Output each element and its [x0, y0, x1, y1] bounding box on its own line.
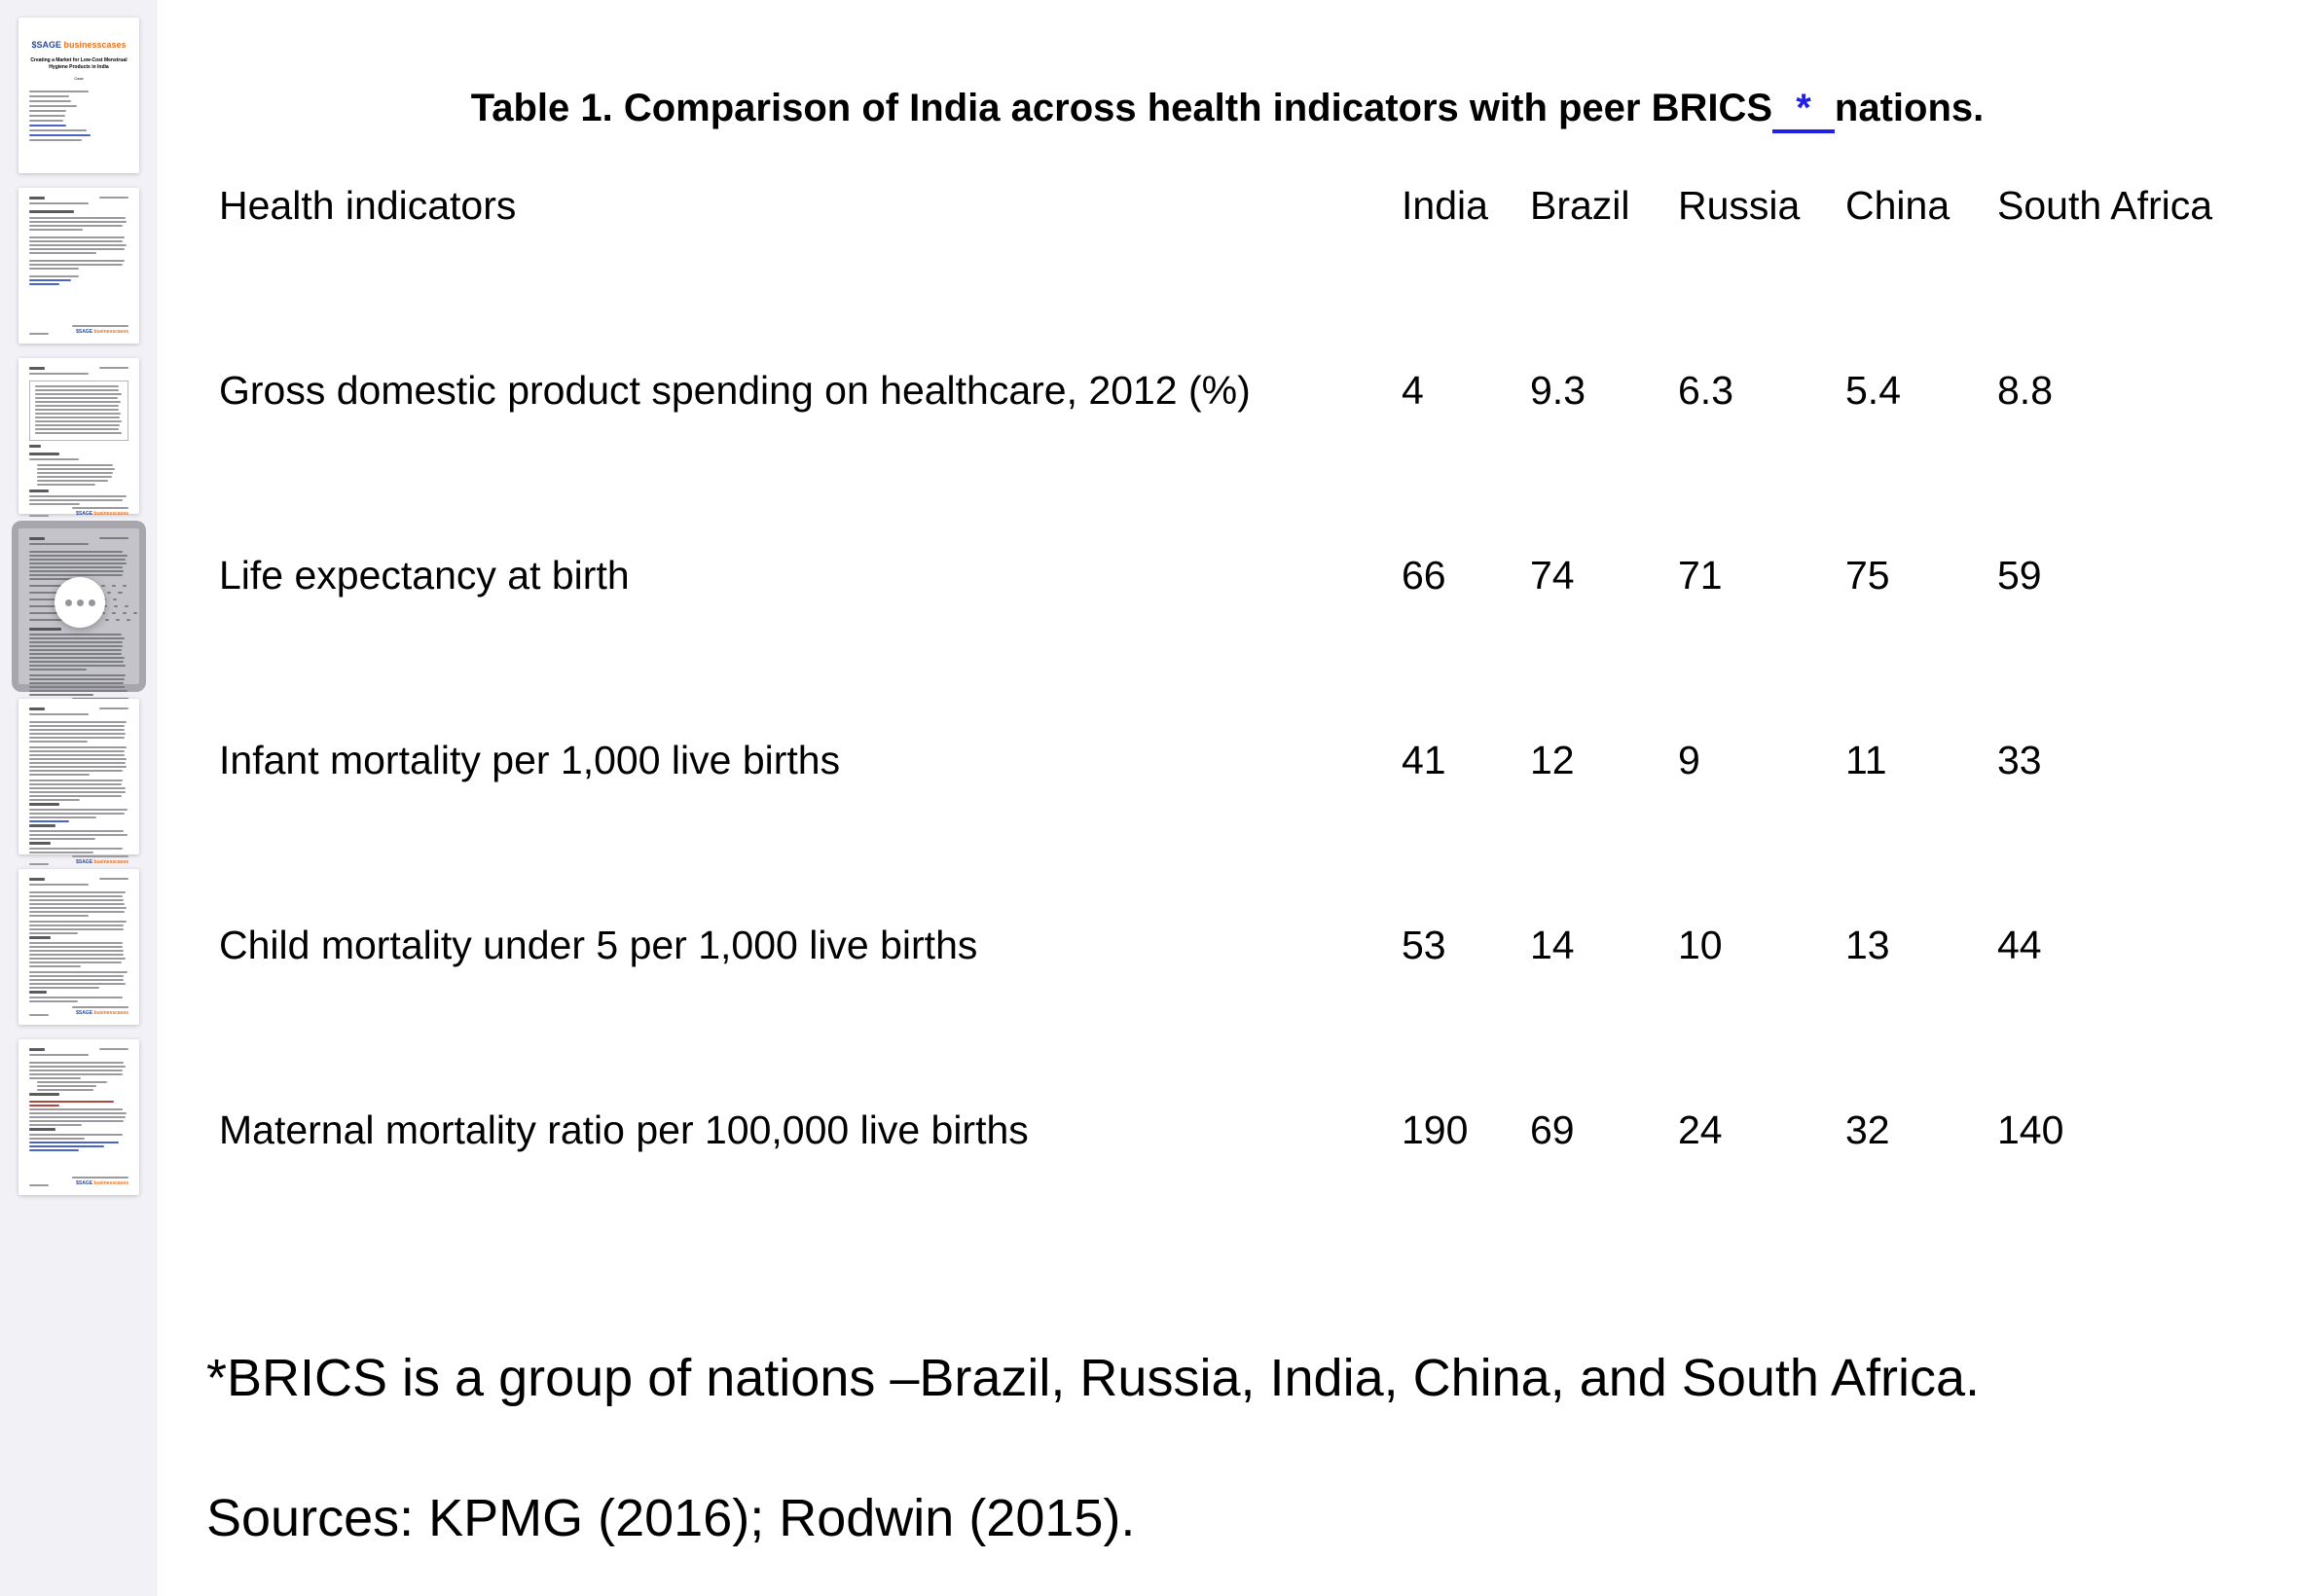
thumb-text-line	[29, 1108, 123, 1110]
thumb-footer-note	[72, 507, 128, 509]
thumb-text-line	[29, 852, 93, 853]
thumb-text-line	[29, 946, 123, 948]
cell-value: 24	[1678, 1107, 1723, 1152]
thumb-text-line	[29, 217, 126, 219]
sage-businesscases-logo	[72, 1010, 128, 1016]
cell-value: 71	[1678, 553, 1723, 598]
thumb-text-line	[29, 236, 125, 238]
thumb-text-line	[29, 637, 125, 639]
thumb-text-line	[29, 634, 122, 635]
thumb-text-line	[29, 678, 125, 680]
thumb-text-line	[29, 746, 127, 748]
thumb-text-line	[29, 125, 66, 127]
thumb-page-number	[29, 333, 49, 335]
thumb-text-line	[35, 385, 119, 387]
thumb-text-line	[29, 1101, 114, 1103]
thumb-text-line	[29, 1149, 79, 1151]
thumb-text-line	[35, 417, 120, 418]
cover-subtitle: Case	[74, 76, 84, 81]
thumb-text-line	[29, 713, 89, 715]
thumb-text-line	[29, 820, 69, 822]
thumb-text-line	[29, 762, 126, 764]
thumb-text-line	[29, 690, 128, 692]
thumb-text-line	[29, 907, 127, 909]
cell-value: 41	[1402, 738, 1446, 782]
thumb-text-line	[29, 961, 122, 963]
thumb-header-logo	[29, 707, 45, 710]
cell-value: 14	[1530, 923, 1575, 967]
thumb-heading-line	[29, 991, 47, 994]
sage-logo-text: $SAGE	[76, 859, 93, 865]
thumb-text-line	[29, 1142, 119, 1143]
cell-value: 44	[1997, 923, 2042, 967]
thumb-text-line	[29, 682, 124, 684]
cell-value: 53	[1402, 923, 1446, 967]
cell-value: 5.4	[1845, 368, 1901, 413]
cell-value: 6.3	[1678, 368, 1733, 413]
thumb-text-line	[29, 891, 126, 893]
cell-value: 32	[1845, 1107, 1890, 1152]
thumb-text-line	[29, 766, 127, 768]
thumbnail-page-preview	[18, 869, 139, 1025]
thumb-text-line	[35, 397, 118, 399]
ellipsis-dot	[77, 599, 84, 606]
sage-logo-text: $SAGE	[76, 511, 93, 517]
thumb-text-line	[29, 202, 89, 204]
thumb-text-line	[29, 260, 125, 262]
thumb-text-line	[29, 95, 69, 97]
thumbnail-page-preview	[18, 358, 139, 517]
thumb-text-line	[29, 754, 125, 756]
page-thumbnail-3[interactable]	[18, 358, 139, 517]
thumb-heading-line	[29, 842, 51, 845]
thumb-text-line	[35, 420, 122, 422]
thumb-text-line	[29, 954, 124, 956]
thumb-heading-line	[29, 803, 59, 806]
thumb-text-line	[29, 848, 123, 850]
thumb-text-line	[29, 780, 123, 781]
thumb-text-line	[29, 721, 127, 723]
cover-title: Creating a Market for Low-Cost Menstrual Hygiene Products in India	[30, 57, 128, 70]
cell-value: 4	[1402, 368, 1424, 413]
thumb-text-line	[29, 809, 128, 811]
thumb-text-line	[29, 950, 124, 952]
thumb-text-line	[37, 476, 112, 478]
thumb-text-line	[29, 791, 126, 793]
page-thumbnail-5[interactable]	[18, 699, 139, 865]
thumb-header-date	[99, 1048, 128, 1050]
thumb-text-line	[37, 1089, 93, 1091]
thumb-text-line	[29, 925, 124, 926]
thumbnail-sidebar	[0, 0, 158, 1596]
thumb-text-line	[29, 1120, 124, 1122]
thumb-text-line	[29, 737, 125, 739]
thumb-text-line	[29, 669, 87, 671]
thumb-text-line	[35, 393, 122, 395]
thumb-text-line	[29, 1073, 123, 1075]
sage-businesscases-logo	[72, 1180, 128, 1186]
cell-value: 33	[1997, 738, 2042, 782]
thumb-header-logo	[29, 367, 45, 370]
thumb-text-line	[29, 750, 125, 752]
thumb-heading-line	[29, 490, 49, 492]
sage-businesscases-logo	[72, 329, 128, 335]
thumb-text-line	[29, 1112, 127, 1114]
thumb-text-line	[29, 275, 79, 277]
column-header: Russia	[1678, 183, 1801, 228]
thumb-text-line	[29, 503, 80, 505]
thumb-text-line	[29, 115, 65, 117]
cell-value: 190	[1402, 1107, 1469, 1152]
thumb-text-line	[29, 686, 125, 688]
thumb-text-line	[29, 1145, 104, 1147]
thumb-text-line	[37, 1085, 96, 1087]
thumbnail-page-preview	[18, 18, 139, 173]
thumb-text-line	[29, 373, 89, 375]
thumb-text-line	[29, 965, 81, 967]
thumb-text-line	[29, 733, 126, 735]
sage-logo-text: $SAGE	[76, 329, 93, 335]
thumb-text-line	[29, 570, 124, 572]
thumb-text-line	[35, 405, 119, 407]
thumbnail-page-preview	[18, 1039, 139, 1195]
thumb-text-line	[37, 468, 115, 470]
thumb-text-line	[29, 649, 122, 651]
thumb-text-line	[29, 566, 123, 568]
thumb-text-line	[29, 657, 125, 659]
thumb-footer-note	[72, 1177, 128, 1179]
thumb-text-line	[29, 741, 88, 743]
thumb-text-line	[29, 252, 96, 254]
thumb-text-line	[37, 472, 113, 474]
thumb-text-line	[29, 1070, 123, 1071]
brics-footnote: *BRICS is a group of nations –Brazil, Russia, India, China, and South Africa.	[206, 1349, 1980, 1407]
sage-logo-text: $SAGE	[31, 40, 61, 50]
ellipsis-dot	[89, 599, 95, 606]
thumb-text-line	[29, 105, 77, 107]
sage-businesscases-logo	[72, 859, 128, 865]
thumb-text-line	[29, 248, 125, 250]
thumb-text-line	[29, 1066, 126, 1068]
thumb-text-line	[29, 240, 123, 242]
thumb-text-line	[29, 1000, 78, 1002]
thumb-text-line	[29, 758, 127, 760]
thumb-text-line	[29, 674, 126, 676]
cell-value: 75	[1845, 553, 1890, 598]
thumb-text-line	[29, 783, 122, 785]
thumb-text-line	[29, 834, 128, 836]
thumb-text-line	[29, 225, 123, 227]
thumb-footer-note	[72, 855, 128, 857]
ellipsis-dot	[65, 599, 72, 606]
thumb-text-line	[29, 770, 123, 772]
thumb-text-line	[29, 1124, 82, 1126]
health-indicators-table	[219, 113, 2289, 1222]
thumb-heading-line	[29, 1128, 55, 1131]
thumb-footer-note	[72, 325, 128, 327]
thumb-text-line	[29, 928, 124, 930]
thumb-text-line	[29, 813, 125, 815]
row-label: Child mortality under 5 per 1,000 live births	[219, 923, 978, 967]
thumb-text-line	[29, 1062, 124, 1064]
thumb-text-line	[29, 641, 123, 643]
thumb-text-line	[35, 432, 122, 434]
thumb-text-line	[37, 1081, 107, 1083]
thumb-text-line	[29, 1134, 123, 1136]
thumb-text-line	[29, 1077, 81, 1079]
cell-value: 8.8	[1997, 368, 2053, 413]
thumb-heading-line	[29, 445, 41, 448]
thumb-header-logo	[29, 197, 45, 200]
thumb-text-line	[29, 499, 123, 501]
thumb-text-line	[29, 915, 89, 917]
thumb-text-line	[29, 694, 93, 696]
cell-value: 13	[1845, 923, 1890, 967]
thumb-text-line	[35, 409, 119, 411]
row-label: Maternal mortality ratio per 100,000 live births	[219, 1107, 1029, 1152]
thumb-text-line	[29, 921, 127, 923]
businesscases-logo-text: businesscases	[92, 511, 128, 517]
thumb-header-logo	[29, 878, 45, 881]
thumb-text-line	[35, 401, 121, 403]
thumb-header-date	[99, 537, 128, 539]
thumbnail-page-preview	[18, 188, 139, 344]
thumb-text-line	[29, 100, 71, 102]
businesscases-logo-text: businesscases	[60, 40, 127, 50]
thumb-text-line	[29, 551, 123, 553]
thumb-text-line	[29, 283, 59, 285]
thumb-text-line	[29, 958, 126, 960]
businesscases-logo-text: businesscases	[92, 1010, 128, 1016]
thumb-text-line	[29, 645, 123, 647]
thumb-text-line	[29, 799, 80, 801]
page-thumbnail-1[interactable]	[18, 18, 139, 173]
thumb-text-line	[29, 997, 123, 998]
abstract-box	[29, 381, 128, 441]
thumb-text-line	[29, 244, 127, 246]
cell-value: 59	[1997, 553, 2042, 598]
thumb-text-line	[29, 562, 127, 564]
thumb-text-line	[29, 210, 74, 213]
thumb-text-line	[29, 899, 124, 901]
thumb-text-line	[37, 464, 113, 466]
page-thumbnail-7[interactable]	[18, 1039, 139, 1195]
sage-businesscases-logo	[72, 511, 128, 517]
thumb-text-line	[29, 884, 89, 886]
loading-ellipsis-indicator	[55, 577, 105, 628]
thumb-page-number	[29, 1014, 49, 1016]
row-label: Gross domestic product spending on healthcare, 2012 (%)	[219, 368, 1251, 413]
thumb-text-line	[29, 139, 82, 141]
thumb-text-line	[29, 838, 95, 840]
cell-value: 140	[1997, 1107, 2064, 1152]
thumb-text-line	[35, 389, 119, 391]
thumb-text-line	[29, 458, 79, 460]
thumb-text-line	[29, 268, 79, 270]
thumb-header-logo	[29, 537, 45, 540]
thumb-text-line	[29, 665, 126, 667]
row-header-label: Health indicators	[219, 183, 517, 228]
thumb-text-line	[29, 555, 128, 557]
thumb-text-line	[29, 942, 123, 944]
thumb-text-line	[35, 413, 121, 415]
thumb-text-line	[29, 1138, 85, 1140]
thumb-text-line	[29, 911, 125, 913]
thumb-header-date	[99, 878, 128, 880]
thumb-text-line	[29, 653, 122, 655]
cell-value: 74	[1530, 553, 1575, 598]
cell-value: 11	[1845, 738, 1887, 782]
thumb-text-line	[29, 795, 122, 797]
thumb-text-line	[29, 987, 99, 989]
thumb-text-line	[29, 1105, 59, 1106]
column-header: China	[1845, 183, 1951, 228]
thumb-text-line	[29, 971, 128, 973]
thumb-footer-note	[72, 1006, 128, 1008]
cell-value: 69	[1530, 1107, 1575, 1152]
businesscases-logo-text: businesscases	[92, 329, 128, 335]
thumb-heading-line	[29, 824, 55, 827]
thumb-text-line	[29, 729, 125, 731]
sources-note: Sources: KPMG (2016); Rodwin (2015).	[206, 1489, 1136, 1547]
cell-value: 9	[1678, 738, 1700, 782]
thumb-text-line	[29, 559, 126, 561]
thumb-heading-line	[29, 1093, 59, 1096]
row-label: Infant mortality per 1,000 live births	[219, 738, 841, 782]
cell-value: 12	[1530, 738, 1575, 782]
thumb-text-line	[29, 975, 124, 977]
thumb-text-line	[29, 1054, 89, 1056]
thumb-text-line	[29, 903, 125, 905]
thumb-page-number	[29, 1184, 49, 1186]
thumb-text-line	[29, 134, 91, 136]
thumb-text-line	[35, 428, 119, 430]
table-caption-tail: nations.	[1834, 86, 1985, 129]
businesscases-logo-text: businesscases	[92, 859, 128, 865]
thumb-text-line	[29, 725, 125, 727]
page-thumbnail-6[interactable]	[18, 869, 139, 1025]
row-label: Life expectancy at birth	[219, 553, 630, 598]
asterisk: *	[1796, 86, 1811, 129]
thumb-header-date	[99, 367, 128, 369]
sage-logo-text: $SAGE	[76, 1180, 93, 1186]
thumb-text-line	[29, 895, 123, 897]
thumb-heading-line	[29, 936, 51, 939]
sage-businesscases-logo	[29, 40, 128, 50]
sage-logo-text: $SAGE	[76, 1010, 93, 1016]
thumb-header-date	[99, 707, 128, 709]
thumb-text-line	[29, 574, 123, 576]
column-header: India	[1402, 183, 1488, 228]
thumbnail-page-preview	[18, 699, 139, 865]
cell-value: 9.3	[1530, 368, 1586, 413]
column-header: South Africa	[1997, 183, 2213, 228]
column-header: Brazil	[1530, 183, 1630, 228]
thumb-text-line	[29, 787, 126, 789]
page-thumbnail-4[interactable]	[12, 521, 146, 692]
table-caption-text: Table 1. Comparison of India across health indicators with peer BRICS	[470, 86, 1773, 129]
cell-value: 10	[1678, 923, 1723, 967]
thumb-text-line	[29, 1116, 126, 1118]
thumb-text-line	[29, 543, 89, 545]
thumb-header-logo	[29, 1048, 45, 1051]
thumb-text-line	[29, 979, 124, 981]
thumb-text-line	[37, 480, 108, 482]
thumb-heading-line	[29, 453, 59, 455]
thumb-text-line	[37, 484, 95, 486]
businesscases-logo-text: businesscases	[92, 1180, 128, 1186]
document-page	[158, 0, 2297, 1596]
thumb-text-line	[29, 279, 71, 281]
thumb-text-line	[29, 816, 96, 818]
thumb-text-line	[29, 221, 127, 223]
thumb-text-line	[29, 983, 126, 985]
page-thumbnail-2[interactable]	[18, 188, 139, 344]
thumb-text-line	[29, 495, 127, 497]
thumb-text-line	[29, 830, 124, 832]
thumb-text-line	[29, 932, 78, 934]
thumb-heading-line	[29, 628, 61, 631]
thumb-page-number	[29, 515, 49, 517]
thumb-text-line	[29, 120, 63, 122]
thumb-text-line	[29, 774, 90, 776]
thumb-text-line	[29, 110, 66, 112]
thumb-text-line	[29, 229, 83, 231]
thumb-text-line	[29, 661, 124, 663]
thumb-text-line	[29, 91, 89, 92]
thumb-header-date	[99, 197, 128, 199]
thumb-text-line	[29, 129, 87, 131]
thumb-page-number	[29, 863, 49, 865]
cell-value: 66	[1402, 553, 1446, 598]
thumb-text-line	[29, 264, 123, 266]
thumb-text-line	[35, 424, 120, 426]
